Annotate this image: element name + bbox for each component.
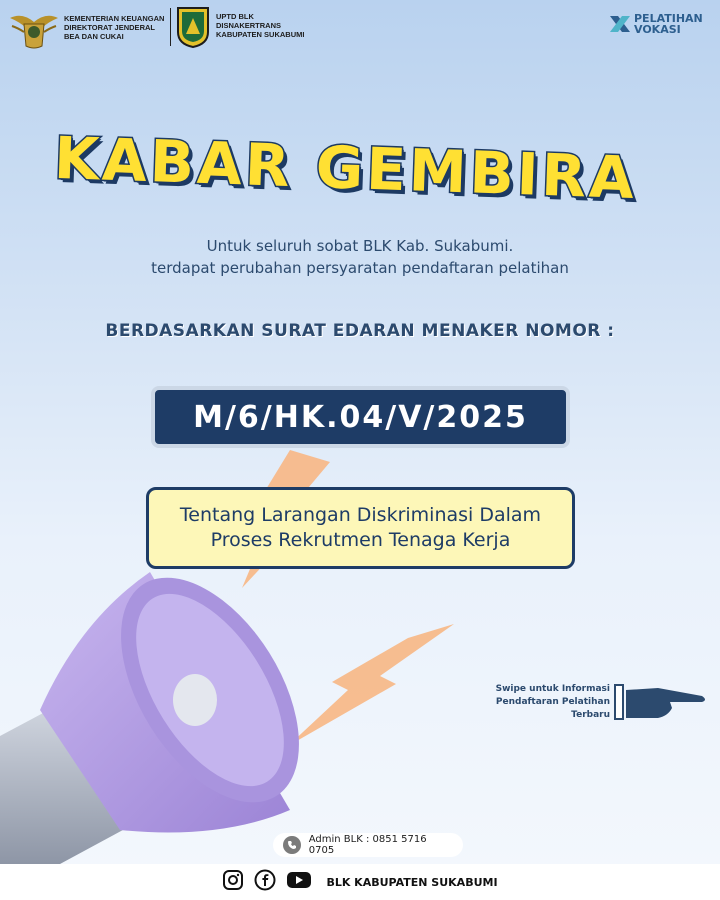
vokasi-logo-mark — [608, 12, 632, 36]
surat-nomor-box — [151, 386, 570, 448]
swipe-line-1: Swipe untuk Informasi — [495, 684, 610, 694]
vokasi-line-1: PELATIHAN — [634, 12, 703, 25]
kemenkeu-text — [64, 14, 164, 41]
youtube-icon[interactable] — [286, 870, 312, 894]
swipe-hint — [460, 683, 610, 722]
tentang-line-2: Proses Rekrutmen Tenaga Kerja — [210, 529, 511, 551]
kemenkeu-line-3: BEA DAN CUKAI — [64, 32, 124, 41]
kemenkeu-line-1: KEMENTERIAN KEUANGAN — [64, 14, 165, 23]
swipe-line-2: Pendaftaran Pelatihan — [495, 697, 610, 707]
phone-icon — [283, 836, 301, 854]
upt-text — [216, 12, 304, 39]
upt-line-2: DISNAKERTRANS — [216, 21, 282, 30]
swipe-line-3: Terbaru — [571, 710, 610, 720]
tentang-box — [146, 487, 575, 569]
facebook-icon[interactable] — [254, 869, 276, 895]
footer-bar — [0, 864, 720, 900]
surat-nomor: M/6/HK.04/V/2025 — [193, 399, 528, 435]
sukabumi-logo — [176, 6, 210, 48]
headline-title: KABAR GEMBIRA — [52, 123, 639, 213]
kemenkeu-line-2: DIREKTORAT JENDERAL — [64, 23, 155, 32]
tentang-line-1: Tentang Larangan Diskriminasi Dalam — [179, 504, 542, 526]
footer-label: BLK KABUPATEN SUKABUMI — [326, 875, 498, 889]
intro-line-2: terdapat perubahan persyaratan pendaftaran pelatihan — [151, 259, 569, 277]
pointing-hand-icon[interactable] — [614, 682, 708, 722]
intro-text — [0, 235, 720, 279]
vokasi-text — [634, 13, 703, 35]
lightning-icon-lower — [278, 618, 458, 758]
intro-line-1: Untuk seluruh sobat BLK Kab. Sukabumi. — [206, 237, 514, 255]
upt-line-1: UPTD BLK — [216, 12, 254, 21]
vokasi-line-2: VOKASI — [634, 23, 681, 36]
upt-line-3: KABUPATEN SUKABUMI — [216, 30, 305, 39]
kemenkeu-logo — [8, 6, 60, 52]
instagram-icon[interactable] — [222, 869, 244, 895]
admin-text: Admin BLK : 0851 5716 0705 — [308, 834, 427, 856]
megaphone-icon — [0, 560, 300, 864]
header-divider — [170, 8, 171, 46]
basis-label: BERDASARKAN SURAT EDARAN MENAKER NOMOR : — [105, 321, 615, 341]
admin-contact[interactable] — [273, 833, 463, 857]
